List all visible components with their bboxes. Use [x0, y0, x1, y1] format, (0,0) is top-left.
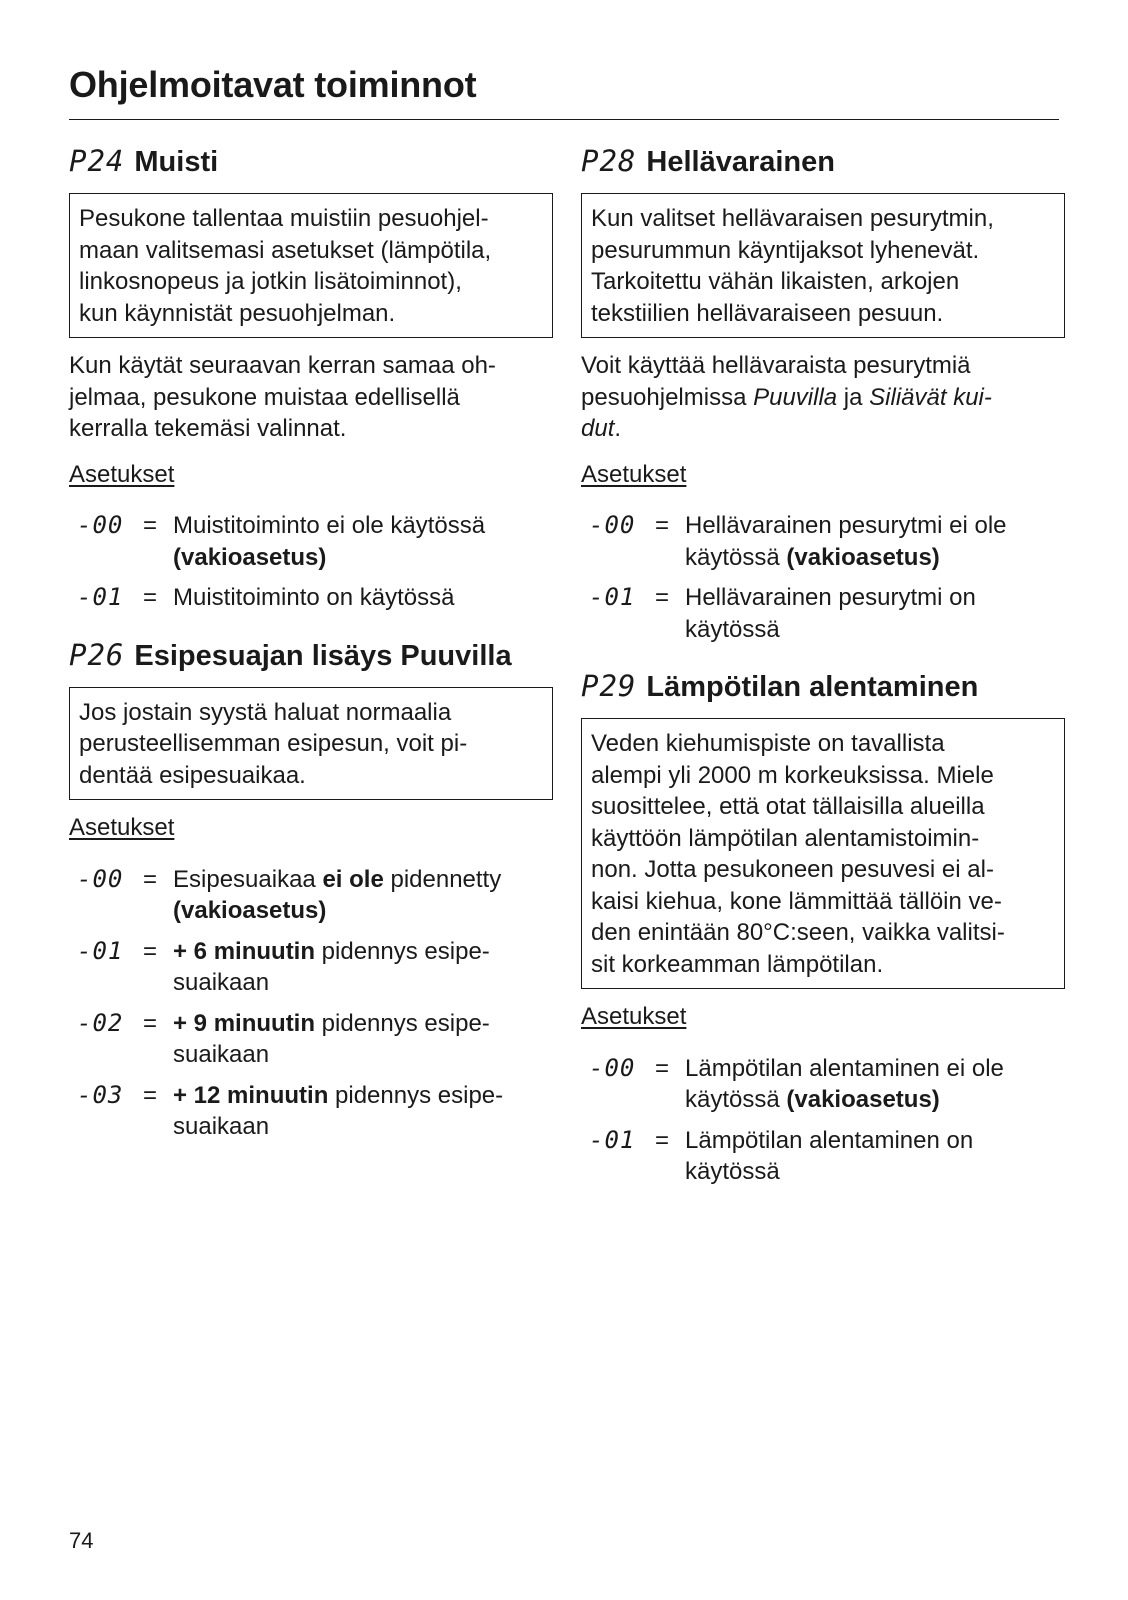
- section-title: Lämpötilan alentaminen: [646, 671, 979, 703]
- text-run: suaikaan: [173, 1113, 270, 1140]
- program-section-p29: [581, 669, 1065, 1188]
- setting-code: -01: [589, 1125, 636, 1154]
- left-column: [69, 144, 553, 1167]
- section-title: Esipesuajan lisäys Puuvilla: [134, 639, 512, 672]
- setting-code: -01: [589, 583, 636, 611]
- setting-description-line: [685, 1084, 1065, 1116]
- equals-sign: =: [655, 584, 670, 611]
- info-box-line: kaisi kiehua, kone lämmittää tällöin ve-: [591, 887, 1002, 915]
- text-run: + 9 minuutin: [173, 1009, 316, 1037]
- text-run: Hellävarainen pesurytmi ei ole: [685, 512, 1007, 539]
- title-divider: [69, 119, 1059, 120]
- info-box: [581, 193, 1065, 338]
- text-run: (vakioasetus): [173, 897, 327, 924]
- setting-description-line: [685, 1125, 1065, 1157]
- setting-code: -02: [77, 1008, 124, 1037]
- paragraph-line: [69, 350, 553, 382]
- info-box: [581, 718, 1065, 989]
- info-box-line: tekstiilien hellävaraiseen pesuun.: [591, 299, 944, 327]
- description-paragraph: [69, 350, 553, 445]
- paragraph-line: [69, 413, 553, 445]
- info-box-line: Jos jostain syystä haluat normaalia: [79, 698, 452, 726]
- info-box-line: käyttöön lämpötilan alentamistoimin-: [591, 824, 980, 852]
- setting-description-line: [685, 1156, 1065, 1188]
- text-run: (vakioasetus): [173, 543, 327, 571]
- setting-code: -00: [589, 1053, 636, 1082]
- text-run: Muistitoiminto ei ole käytössä: [173, 512, 486, 539]
- program-section-p26: [69, 638, 553, 1143]
- paragraph-line: [69, 382, 553, 414]
- section-heading: [581, 144, 1065, 179]
- info-box-line: linkosnopeus ja jotkin lisätoiminnot),: [79, 268, 462, 295]
- info-box-line: Veden kiehumispiste on tavallista: [591, 730, 945, 757]
- text-run: .: [614, 415, 622, 442]
- setting-code: -00: [77, 864, 124, 893]
- setting-description: [685, 510, 1065, 573]
- paragraph-line: [581, 382, 1065, 414]
- info-box: [69, 687, 553, 801]
- text-run: Kun käytät seuraavan kerran samaa oh-: [69, 352, 496, 379]
- equals-sign: =: [143, 512, 158, 539]
- setting-row: [69, 1008, 553, 1071]
- setting-description-line: [685, 542, 1065, 574]
- text-run: suaikaan: [173, 1041, 270, 1068]
- info-box-line: Kun valitset hellävaraisen pesurytmin,: [591, 205, 994, 232]
- setting-description: [685, 1125, 1065, 1188]
- setting-description-line: [173, 542, 553, 574]
- text-run: käytössä: [685, 1086, 787, 1113]
- settings-label: Asetukset: [69, 814, 175, 841]
- page-title: Ohjelmoitavat toiminnot: [69, 64, 477, 105]
- info-box-line: non. Jotta pesukoneen pesuvesi ei al-: [591, 856, 994, 883]
- setting-description-line: [685, 614, 1065, 646]
- setting-description-line: [173, 1039, 553, 1071]
- equals-sign: =: [655, 1126, 670, 1154]
- paragraph-line: [581, 350, 1065, 382]
- text-run: pidennys esipe-: [315, 1009, 490, 1037]
- setting-row: [581, 582, 1065, 645]
- setting-description: [173, 582, 553, 614]
- info-box-line: den enintään 80°C:seen, vaikka valitsi-: [591, 919, 1005, 946]
- text-run: käytössä: [685, 1158, 780, 1185]
- info-box-line: dentää esipesuaikaa.: [79, 761, 306, 789]
- setting-description: [173, 1008, 553, 1071]
- text-run: jelmaa, pesukone muistaa edellisellä: [69, 383, 460, 411]
- info-box-line: pesurummun käyntijaksot lyhenevät.: [591, 236, 980, 264]
- text-run: käytössä: [685, 615, 780, 643]
- text-run: pidennys esipe-: [328, 1081, 504, 1109]
- setting-row: [69, 510, 553, 573]
- setting-description-line: [173, 895, 553, 927]
- text-run: Lämpötilan alentaminen on: [685, 1126, 974, 1154]
- setting-description-line: [173, 1111, 553, 1143]
- setting-description: [173, 864, 553, 927]
- text-run: Esipesuaikaa: [173, 865, 323, 893]
- equals-sign: =: [655, 512, 670, 539]
- text-run: kerralla tekemäsi valinnat.: [69, 415, 347, 442]
- section-heading: [581, 669, 1065, 704]
- section-title: Hellävarainen: [646, 146, 835, 178]
- info-box-line: Pesukone tallentaa muistiin pesuohjel-: [79, 205, 489, 232]
- program-code: P24: [69, 144, 125, 178]
- paragraph-line: [581, 413, 1065, 445]
- setting-description-line: [685, 582, 1065, 614]
- text-run: Puuvilla: [753, 383, 838, 411]
- setting-description: [173, 1080, 553, 1143]
- setting-code: -00: [589, 511, 636, 539]
- text-run: + 6 minuutin: [173, 937, 316, 965]
- setting-code: -01: [77, 936, 124, 965]
- setting-row: [581, 1125, 1065, 1188]
- setting-description-line: [173, 1080, 553, 1112]
- text-run: + 12 minuutin: [173, 1081, 329, 1109]
- setting-description-line: [173, 967, 553, 999]
- text-run: ei ole: [322, 865, 384, 893]
- right-column: [581, 144, 1065, 1212]
- equals-sign: =: [143, 937, 158, 965]
- text-run: ja: [837, 383, 870, 411]
- setting-row: [581, 510, 1065, 573]
- text-run: pidennys esipe-: [315, 937, 490, 965]
- equals-sign: =: [655, 1054, 670, 1082]
- text-run: dut: [581, 415, 615, 442]
- setting-row: [581, 1053, 1065, 1116]
- text-run: Lämpötilan alentaminen ei ole: [685, 1054, 1004, 1082]
- info-box-line: suosittelee, että otat tällaisilla alueilla: [591, 793, 985, 820]
- settings-label: Asetukset: [581, 1003, 687, 1030]
- setting-row: [69, 582, 553, 614]
- program-section-p24: [69, 144, 553, 614]
- info-box-line: Tarkoitettu vähän likaisten, arkojen: [591, 268, 960, 295]
- description-paragraph: [581, 350, 1065, 445]
- section-title: Muisti: [134, 146, 219, 178]
- text-run: käytössä: [685, 543, 787, 571]
- setting-row: [69, 1080, 553, 1143]
- program-section-p28: [581, 144, 1065, 645]
- page-number: 74: [69, 1528, 94, 1553]
- info-box-line: kun käynnistät pesuohjelman.: [79, 299, 396, 327]
- setting-row: [69, 864, 553, 927]
- setting-description: [685, 1053, 1065, 1116]
- setting-row: [69, 936, 553, 999]
- info-box-line: sit korkeamman lämpötilan.: [591, 950, 884, 978]
- settings-label: Asetukset: [581, 460, 687, 488]
- setting-code: -01: [77, 583, 124, 611]
- program-code: P26: [69, 637, 125, 672]
- equals-sign: =: [143, 1081, 158, 1109]
- setting-description-line: [173, 936, 553, 968]
- setting-code: -03: [77, 1080, 124, 1109]
- setting-description-line: [685, 510, 1065, 542]
- section-heading: [69, 638, 553, 673]
- program-code: P28: [581, 144, 637, 178]
- setting-code: -00: [77, 511, 124, 539]
- program-code: P29: [581, 669, 637, 703]
- text-run: pesuohjelmissa: [581, 383, 754, 411]
- text-run: (vakioasetus): [786, 543, 940, 571]
- setting-description: [173, 510, 553, 573]
- info-box-line: alempi yli 2000 m korkeuksissa. Miele: [591, 761, 994, 789]
- equals-sign: =: [143, 865, 158, 893]
- info-box-line: maan valitsemasi asetukset (lämpötila,: [79, 236, 492, 264]
- setting-description-line: [685, 1053, 1065, 1085]
- setting-description: [173, 936, 553, 999]
- setting-description: [685, 582, 1065, 645]
- text-run: Voit käyttää hellävaraista pesurytmiä: [581, 352, 971, 379]
- setting-description-line: [173, 510, 553, 542]
- text-run: Muistitoiminto on käytössä: [173, 584, 455, 611]
- setting-description-line: [173, 864, 553, 896]
- text-run: pidennetty: [383, 865, 502, 893]
- text-run: (vakioasetus): [786, 1086, 940, 1113]
- settings-label: Asetukset: [69, 460, 175, 488]
- text-run: Siliävät kui-: [869, 383, 992, 411]
- text-run: Hellävarainen pesurytmi on: [685, 584, 976, 611]
- equals-sign: =: [143, 584, 158, 611]
- section-heading: [69, 144, 553, 179]
- setting-description-line: [173, 1008, 553, 1040]
- setting-description-line: [173, 582, 553, 614]
- info-box-line: perusteellisemman esipesun, voit pi-: [79, 730, 468, 757]
- info-box: [69, 193, 553, 338]
- equals-sign: =: [143, 1009, 158, 1037]
- text-run: suaikaan: [173, 969, 270, 996]
